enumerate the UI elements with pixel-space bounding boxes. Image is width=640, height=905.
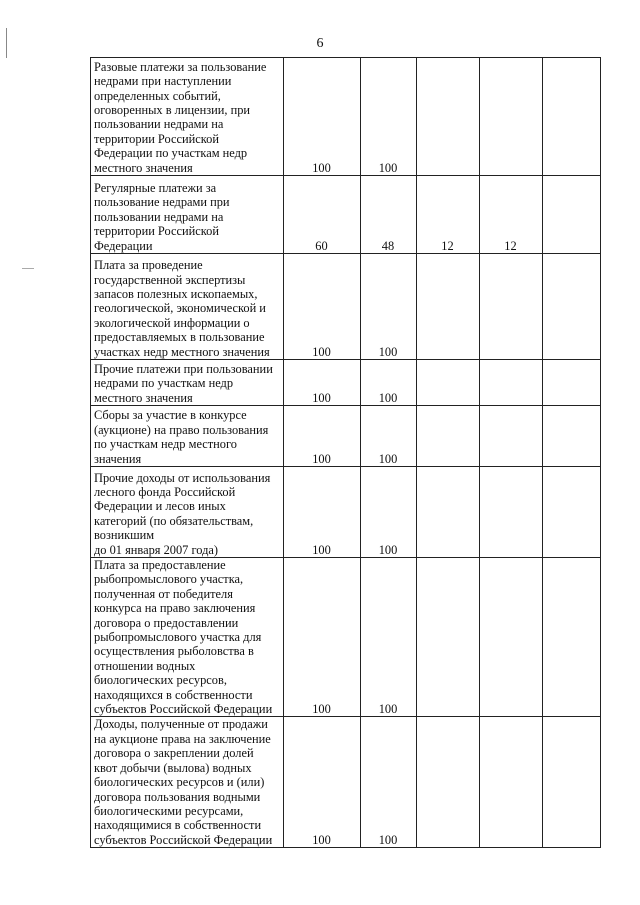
value-cell: 100	[284, 467, 361, 558]
value-cell: 100	[284, 717, 361, 848]
value-cell	[417, 558, 480, 717]
table-row	[91, 176, 601, 254]
row-name: Доходы, полученные от продажи на аукционе права на заключение договора о закреплении долей квот добычи (вылова) водных биологических ресурсов и (или) договора пользования водными биологическими ресурсами, находящимися в собственности субъектов Российской Федерации	[94, 717, 273, 847]
value-cell: 100	[361, 717, 417, 848]
row-name-cell	[91, 360, 284, 406]
value-cell	[480, 717, 543, 848]
table-row	[91, 406, 601, 467]
row-name-cell	[91, 406, 284, 467]
value-cell	[543, 176, 601, 254]
value-cell: 100	[284, 558, 361, 717]
value-cell: 60	[284, 176, 361, 254]
value-cell: 48	[361, 176, 417, 254]
row-name-cell	[91, 558, 284, 717]
value-cell: 100	[361, 254, 417, 360]
value-cell	[417, 406, 480, 467]
value-cell: 12	[417, 176, 480, 254]
value-cell	[417, 254, 480, 360]
row-name-cell	[91, 717, 284, 848]
value-cell: 100	[361, 406, 417, 467]
row-name-cell	[91, 58, 284, 176]
value-cell	[543, 406, 601, 467]
value-cell	[417, 467, 480, 558]
value-cell	[480, 406, 543, 467]
value-cell: 100	[361, 558, 417, 717]
value-cell: 100	[361, 467, 417, 558]
value-cell	[480, 467, 543, 558]
value-cell: 100	[284, 254, 361, 360]
table-row	[91, 360, 601, 406]
row-name: Разовые платежи за пользование недрами при наступлении определенных событий, оговоренных в лицензии, при пользовании недрами на территории Российской Федерации по участкам недр местного значения	[94, 59, 267, 175]
value-cell: 100	[361, 58, 417, 176]
table-row	[91, 467, 601, 558]
value-cell	[543, 717, 601, 848]
row-name-cell	[91, 467, 284, 558]
value-cell	[543, 254, 601, 360]
row-name-cell	[91, 176, 284, 254]
table-row	[91, 717, 601, 848]
value-cell	[480, 254, 543, 360]
row-name: Прочие платежи при пользовании недрами по участкам недр местного значения	[94, 361, 273, 405]
value-cell: 12	[480, 176, 543, 254]
value-cell: 100	[284, 58, 361, 176]
value-cell	[480, 360, 543, 406]
value-cell: 100	[284, 406, 361, 467]
row-name: Регулярные платежи за пользование недрами при пользовании недрами на территории Российской Федерации	[94, 180, 230, 253]
value-cell	[480, 58, 543, 176]
row-name-cell	[91, 254, 284, 360]
value-cell	[543, 360, 601, 406]
row-name: Плата за предоставление рыбопромыслового участка, полученная от победителя конкурса на право заключения договора о предоставлении рыбопромыслового участка для осуществления рыболовства в отношении водных биологических ресурсов, находящихся в собственности субъектов Российской Федерации	[94, 558, 273, 717]
value-cell: 100	[284, 360, 361, 406]
value-cell: 100	[361, 360, 417, 406]
value-cell	[543, 558, 601, 717]
row-name: Сборы за участие в конкурсе (аукционе) на право пользования по участкам недр местного значения	[94, 408, 269, 466]
row-name: Прочие доходы от использования лесного фонда Российской Федерации и лесов иных категорий (по обязательствам, возникшим до 01 января 2007 года)	[94, 470, 271, 557]
value-cell	[417, 58, 480, 176]
table-row	[91, 558, 601, 717]
value-cell	[543, 467, 601, 558]
value-cell	[480, 558, 543, 717]
value-cell	[417, 717, 480, 848]
table-row	[91, 254, 601, 360]
row-name: Плата за проведение государственной экспертизы запасов полезных ископаемых, геологической, экономической и экологической информации о предоставляемых в пользование участках недр местного значения	[94, 258, 270, 359]
revenue-table	[90, 57, 601, 848]
value-cell	[417, 360, 480, 406]
scan-margin-mark	[22, 268, 34, 269]
value-cell	[543, 58, 601, 176]
page-number: 6	[316, 36, 324, 51]
table-row	[91, 58, 601, 176]
